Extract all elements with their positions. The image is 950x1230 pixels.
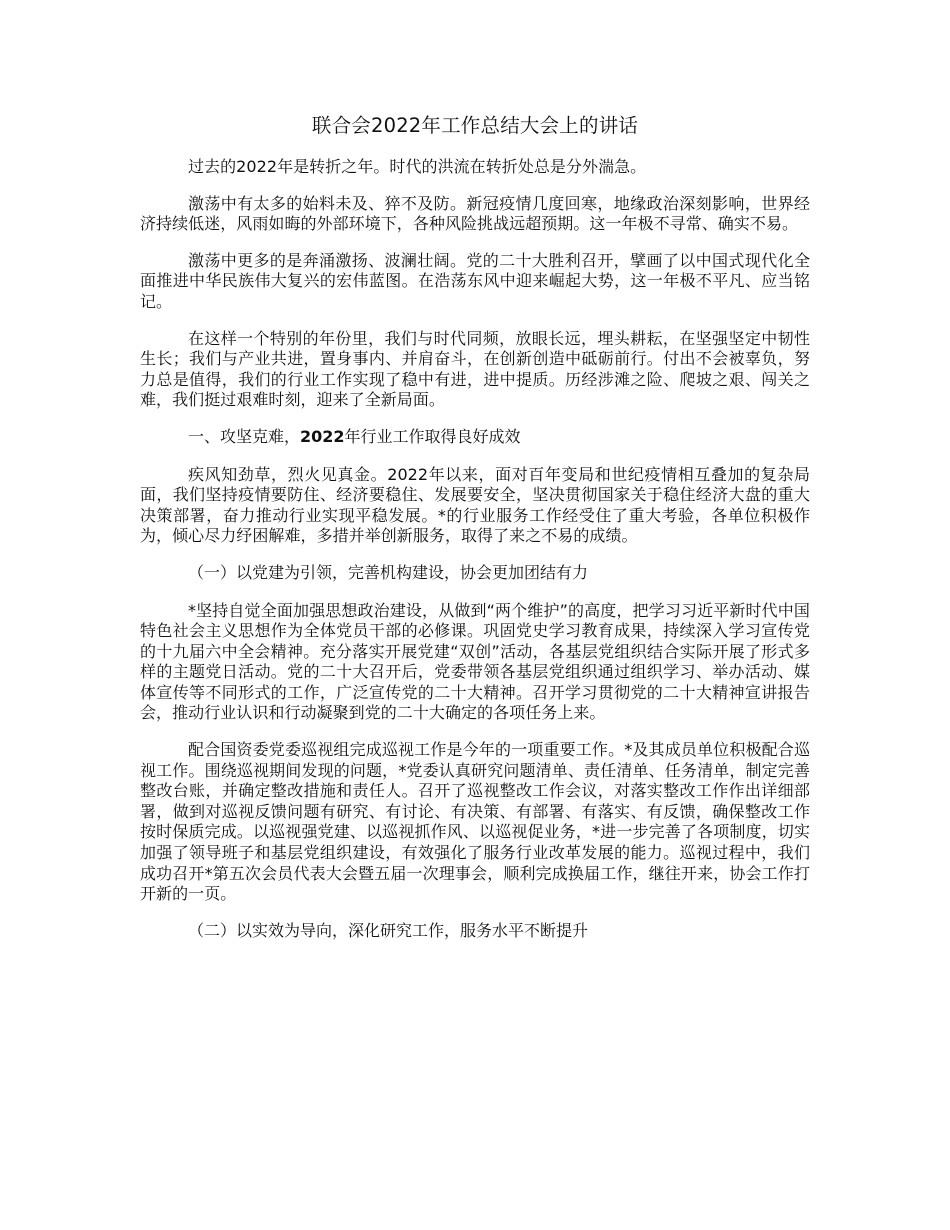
section-heading-1 (140, 427, 810, 448)
subsection-heading-2: （二）以实效为导向，深化研究工作，服务水平不断提升 (188, 920, 589, 940)
paragraph-3: 激荡中更多的是奔涌激扬、波澜壮阔。党的二十大胜利召开，擘画了以中国式现代化全面推进中华民族伟大复兴的宏伟蓝图。在浩荡东风中迎来崛起大势，这一年极不平凡、应当铭记。 (140, 250, 810, 311)
paragraph-1: 过去的2022年是转折之年。时代的洪流在转折处总是分外湍急。 (188, 157, 647, 176)
document-title: 联合会2022年工作总结大会上的讲话 (311, 114, 639, 137)
section-heading-1-prefix: 一、攻坚克难， (188, 426, 301, 446)
paragraph-5: 疾风知劲草，烈火见真金。2022年以来，面对百年变局和世纪疫情相互叠加的复杂局面，我们坚持疫情要防住、经济要稳住、发展要安全，坚决贯彻国家关于稳住经济大盘的重大决策部署，奋力推动行业实现平稳发展。*的行业服务工作经受住了重大考验，各单位积极作为，倾心尽力纾困解难，多措并举创新服务，取得了来之不易的成绩。 (140, 464, 810, 546)
paragraph-2: 激荡中有太多的始料未及、猝不及防。新冠疫情几度回寒，地缘政治深刻影响，世界经济持续低迷，风雨如晦的外部环境下，各种风险挑战远超预期。这一年极不寻常、确实不易。 (140, 193, 810, 234)
paragraph-4: 在这样一个特别的年份里，我们与时代同频，放眼长远，埋头耕耘，在坚强坚定中韧性生长；我们与产业共进，置身事内、并肩奋斗，在创新创造中砥砺前行。付出不会被辜负，努力总是值得，我们的行业工作实现了稳中有进，进中提质。历经涉滩之险、爬坡之艰、闯关之难，我们挺过艰难时刻，迎来了全新局面。 (140, 328, 810, 410)
section-heading-1-year: 2022 (300, 426, 345, 446)
section-heading-1-suffix: 年行业工作取得良好成效 (344, 426, 521, 446)
document-page (140, 112, 810, 958)
paragraph-7: 配合国资委党委巡视组完成巡视工作是今年的一项重要工作。*及其成员单位积极配合巡视工作。围绕巡视期间发现的问题，*党委认真研究问题清单、责任清单、任务清单，制定完善整改台账，并确定整改措施和责任人。召开了巡视整改工作会议，对落实整改工作作出详细部署，做到对巡视反馈问题有研究、有讨论、有决策、有部署、有落实、有反馈，确保整改工作按时保质完成。以巡视强党建、以巡视抓作风、以巡视促业务，*进一步完善了各项制度，切实加强了领导班子和基层党组织建设，有效强化了服务行业改革发展的能力。巡视过程中，我们成功召开*第五次会员代表大会暨五届一次理事会，顺利完成换届工作，继往开来，协会工作打开新的一页。 (140, 740, 810, 904)
subsection-heading-1: （一）以党建为引领，完善机构建设，协会更加团结有力 (188, 562, 589, 582)
paragraph-6: *坚持自觉全面加强思想政治建设，从做到“两个维护”的高度，把学习习近平新时代中国特色社会主义思想作为全体党员干部的必修课。巩固党史学习教育成果，持续深入学习宣传党的十九届六中全会精神。充分落实开展党建“双创”活动，各基层党组织结合实际开展了形式多样的主题党日活动。党的二十大召开后，党委带领各基层党组织通过组织学习、举办活动、媒体宣传等不同形式的工作，广泛宣传党的二十大精神。召开学习贯彻党的二十大精神宣讲报告会，推动行业认识和行动凝聚到党的二十大确定的各项任务上来。 (140, 600, 810, 723)
